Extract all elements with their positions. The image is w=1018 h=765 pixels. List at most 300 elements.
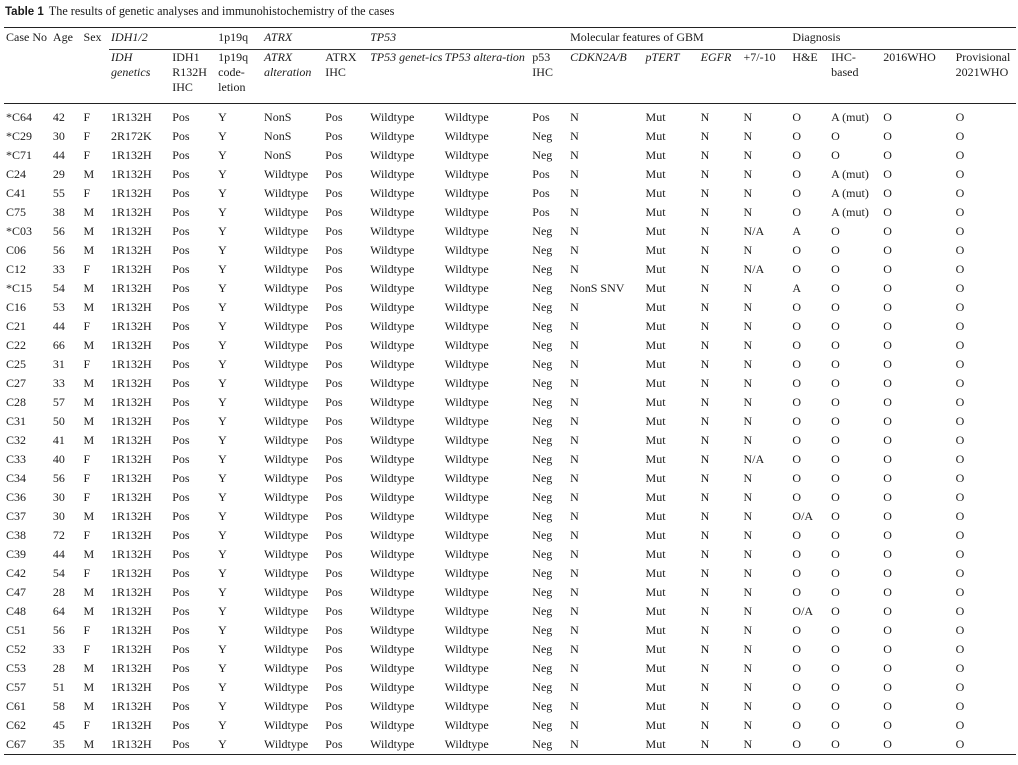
cell-tp53-genetics: Wildtype bbox=[370, 224, 415, 238]
cell-ptert: Mut bbox=[645, 357, 666, 371]
cell-codeletion: Y bbox=[218, 433, 227, 447]
cell-idh-genetics: 1R132H bbox=[111, 699, 152, 713]
cell-atrx-ihc: Pos bbox=[325, 319, 343, 333]
cell-he: O bbox=[792, 357, 802, 371]
cell-chr7-10: N bbox=[743, 471, 753, 485]
cell-idh-genetics: 1R132H bbox=[111, 718, 152, 732]
cell-ptert: Mut bbox=[645, 661, 666, 675]
cell-age: 72 bbox=[52, 528, 65, 542]
cell-who2021: O bbox=[955, 509, 965, 523]
cell-who2021: O bbox=[955, 243, 965, 257]
header-gbm-features: Molecular features of GBM bbox=[568, 28, 790, 50]
cell-egfr: N bbox=[700, 642, 710, 656]
cell-cdkn2ab: N bbox=[570, 148, 579, 162]
cell-age: 50 bbox=[52, 414, 65, 428]
cell-tp53-alteration: Wildtype bbox=[444, 509, 489, 523]
cell-codeletion: Y bbox=[218, 547, 227, 561]
cell-tp53-alteration: Wildtype bbox=[444, 262, 489, 276]
cell-codeletion: Y bbox=[218, 528, 227, 542]
cell-p53-ihc: Pos bbox=[532, 110, 550, 124]
cell-cdkn2ab: N bbox=[570, 414, 579, 428]
table-row bbox=[4, 412, 1016, 431]
table-row bbox=[4, 146, 1016, 165]
cell-idh-genetics: 1R132H bbox=[111, 604, 152, 618]
cell-atrx-ihc: Pos bbox=[325, 642, 343, 656]
cell-atrx-ihc: Pos bbox=[325, 338, 343, 352]
cell-idh-genetics: 1R132H bbox=[111, 110, 152, 124]
cell-idh1-ihc: Pos bbox=[172, 604, 190, 618]
cell-case-no: C22 bbox=[6, 338, 27, 352]
cell-he: O bbox=[792, 167, 802, 181]
cell-case-no: C75 bbox=[6, 205, 27, 219]
cell-atrx-ihc: Pos bbox=[325, 300, 343, 314]
table-row bbox=[4, 488, 1016, 507]
table-title: The results of genetic analyses and immunohistochemistry of the cases bbox=[48, 4, 395, 18]
cell-atrx-alteration: Wildtype bbox=[264, 471, 309, 485]
cell-case-no: C47 bbox=[6, 585, 27, 599]
cell-atrx-ihc: Pos bbox=[325, 414, 343, 428]
cell-codeletion: Y bbox=[218, 205, 227, 219]
cell-who2016: O bbox=[883, 300, 892, 314]
cell-codeletion: Y bbox=[218, 262, 227, 276]
cell-who2021: O bbox=[955, 205, 965, 219]
cell-chr7-10: N bbox=[743, 357, 753, 371]
cell-chr7-10: N bbox=[743, 642, 753, 656]
cell-sex: F bbox=[83, 186, 91, 200]
cell-tp53-genetics: Wildtype bbox=[370, 414, 415, 428]
table-row bbox=[4, 374, 1016, 393]
cell-he: O bbox=[792, 262, 802, 276]
cell-ihc-based: O bbox=[831, 243, 840, 257]
cell-tp53-genetics: Wildtype bbox=[370, 357, 415, 371]
cell-ptert: Mut bbox=[645, 547, 666, 561]
cell-chr7-10: N bbox=[743, 205, 753, 219]
cell-idh-genetics: 1R132H bbox=[111, 319, 152, 333]
cell-cdkn2ab: N bbox=[570, 718, 579, 732]
cell-egfr: N bbox=[700, 167, 710, 181]
cell-idh1-ihc: Pos bbox=[172, 452, 190, 466]
cell-idh-genetics: 1R132H bbox=[111, 357, 152, 371]
cell-cdkn2ab: N bbox=[570, 680, 579, 694]
cell-idh1-ihc: Pos bbox=[172, 623, 190, 637]
cell-egfr: N bbox=[700, 623, 710, 637]
cell-egfr: N bbox=[700, 661, 710, 675]
cell-cdkn2ab: N bbox=[570, 452, 579, 466]
cell-idh1-ihc: Pos bbox=[172, 718, 190, 732]
table-row bbox=[4, 104, 1016, 128]
cell-who2021: O bbox=[955, 338, 965, 352]
cell-idh-genetics: 1R132H bbox=[111, 300, 152, 314]
cell-cdkn2ab: NonS SNV bbox=[570, 281, 625, 295]
cell-case-no: C16 bbox=[6, 300, 27, 314]
cell-chr7-10: N bbox=[743, 414, 753, 428]
cell-sex: F bbox=[83, 148, 91, 162]
cell-atrx-alteration: Wildtype bbox=[264, 433, 309, 447]
cell-p53-ihc: Neg bbox=[532, 642, 553, 656]
cell-who2016: O bbox=[883, 376, 892, 390]
header-ihc-based: IHC-based bbox=[829, 50, 881, 104]
cell-p53-ihc: Neg bbox=[532, 623, 553, 637]
cell-tp53-genetics: Wildtype bbox=[370, 338, 415, 352]
cell-ihc-based: O bbox=[831, 452, 840, 466]
cell-idh1-ihc: Pos bbox=[172, 376, 190, 390]
cell-case-no: C38 bbox=[6, 528, 27, 542]
cell-who2021: O bbox=[955, 357, 965, 371]
cell-egfr: N bbox=[700, 585, 710, 599]
cell-case-no: *C03 bbox=[6, 224, 33, 238]
cell-sex: F bbox=[83, 528, 91, 542]
cell-atrx-alteration: Wildtype bbox=[264, 205, 309, 219]
header-group-row bbox=[4, 28, 1016, 50]
cell-p53-ihc: Neg bbox=[532, 129, 553, 143]
cell-tp53-genetics: Wildtype bbox=[370, 110, 415, 124]
cell-age: 44 bbox=[52, 547, 65, 561]
cell-he: O bbox=[792, 547, 802, 561]
cell-cdkn2ab: N bbox=[570, 642, 579, 656]
cell-who2016: O bbox=[883, 718, 892, 732]
cell-ihc-based: O bbox=[831, 414, 840, 428]
cell-ptert: Mut bbox=[645, 718, 666, 732]
cell-atrx-alteration: Wildtype bbox=[264, 224, 309, 238]
cell-case-no: C42 bbox=[6, 566, 27, 580]
cell-idh1-ihc: Pos bbox=[172, 319, 190, 333]
table-row bbox=[4, 203, 1016, 222]
cell-p53-ihc: Neg bbox=[532, 395, 553, 409]
cell-who2016: O bbox=[883, 338, 892, 352]
cell-sex: F bbox=[83, 357, 91, 371]
cell-atrx-ihc: Pos bbox=[325, 604, 343, 618]
cell-idh-genetics: 1R132H bbox=[111, 642, 152, 656]
cell-who2016: O bbox=[883, 319, 892, 333]
cell-ptert: Mut bbox=[645, 300, 666, 314]
cell-chr7-10: N bbox=[743, 338, 753, 352]
cell-chr7-10: N/A bbox=[743, 224, 765, 238]
cell-sex: F bbox=[83, 490, 91, 504]
cell-case-no: C37 bbox=[6, 509, 27, 523]
cell-atrx-alteration: Wildtype bbox=[264, 281, 309, 295]
header-case-no: Case No bbox=[4, 28, 51, 104]
cell-codeletion: Y bbox=[218, 186, 227, 200]
cell-p53-ihc: Neg bbox=[532, 585, 553, 599]
cell-sex: M bbox=[83, 167, 95, 181]
cell-tp53-genetics: Wildtype bbox=[370, 623, 415, 637]
cell-tp53-alteration: Wildtype bbox=[444, 281, 489, 295]
cell-atrx-alteration: Wildtype bbox=[262, 735, 323, 755]
cell-cdkn2ab: N bbox=[570, 471, 579, 485]
cell-tp53-genetics: Wildtype bbox=[370, 604, 415, 618]
cell-codeletion: Y bbox=[218, 281, 227, 295]
cell-tp53-alteration: Wildtype bbox=[444, 471, 489, 485]
cell-idh1-ihc: Pos bbox=[172, 357, 190, 371]
cell-p53-ihc: Neg bbox=[532, 680, 553, 694]
cell-he: A bbox=[792, 281, 802, 295]
cell-who2016: O bbox=[883, 243, 892, 257]
cell-tp53-alteration: Wildtype bbox=[444, 319, 489, 333]
cell-case-no: C67 bbox=[4, 735, 51, 755]
cell-he: O/A bbox=[792, 509, 814, 523]
cell-tp53-alteration: Wildtype bbox=[444, 699, 489, 713]
cell-atrx-ihc: Pos bbox=[325, 547, 343, 561]
cell-idh-genetics: 1R132H bbox=[111, 376, 152, 390]
header-atrx: ATRX bbox=[262, 28, 368, 50]
header-2016who: 2016WHO bbox=[881, 50, 953, 104]
table-row bbox=[4, 393, 1016, 412]
header-sex: Sex bbox=[82, 28, 110, 104]
cell-sex: M bbox=[83, 395, 95, 409]
cell-chr7-10: N bbox=[743, 680, 753, 694]
cell-egfr: N bbox=[700, 129, 710, 143]
cell-idh1-ihc: Pos bbox=[172, 243, 190, 257]
cell-idh1-ihc: Pos bbox=[172, 167, 190, 181]
cell-age: 54 bbox=[52, 281, 65, 295]
cell-ptert: Mut bbox=[645, 167, 666, 181]
cell-codeletion: Y bbox=[218, 338, 227, 352]
cell-cdkn2ab: N bbox=[570, 300, 579, 314]
cell-chr7-10: N bbox=[743, 433, 753, 447]
cell-who2016: O bbox=[883, 680, 892, 694]
header-tp53-alteration bbox=[443, 50, 531, 104]
cell-who2021: O bbox=[955, 414, 965, 428]
cell-who2016: O bbox=[883, 585, 892, 599]
cell-idh-genetics: 1R132H bbox=[111, 205, 152, 219]
cell-he: O bbox=[792, 699, 802, 713]
cell-egfr: N bbox=[700, 566, 710, 580]
cell-atrx-ihc: Pos bbox=[325, 452, 343, 466]
cell-he: O bbox=[792, 642, 802, 656]
cell-atrx-alteration: Wildtype bbox=[264, 414, 309, 428]
cell-he: O/A bbox=[792, 604, 814, 618]
cell-p53-ihc: Neg bbox=[532, 528, 553, 542]
cell-tp53-genetics: Wildtype bbox=[370, 661, 415, 675]
cell-he: O bbox=[792, 623, 802, 637]
header-tp53-genetics bbox=[368, 50, 442, 104]
cell-chr7-10: N bbox=[743, 243, 753, 257]
cell-age: 55 bbox=[52, 186, 65, 200]
cell-ihc-based: O bbox=[831, 471, 840, 485]
cell-case-no: C48 bbox=[6, 604, 27, 618]
cell-p53-ihc: Neg bbox=[532, 148, 553, 162]
cell-who2021: O bbox=[954, 735, 1016, 755]
cell-tp53-alteration: Wildtype bbox=[444, 357, 489, 371]
cell-who2016: O bbox=[883, 186, 892, 200]
cell-ptert: Mut bbox=[645, 243, 666, 257]
cell-case-no: C24 bbox=[6, 167, 27, 181]
cell-ptert: Mut bbox=[645, 205, 666, 219]
cell-tp53-genetics: Wildtype bbox=[370, 718, 415, 732]
cell-tp53-genetics: Wildtype bbox=[370, 642, 415, 656]
header-p53-ihc: p53 IHC bbox=[530, 50, 568, 104]
header-idh-genetics-label: IDH genetics bbox=[111, 50, 151, 79]
cell-ptert: Mut bbox=[645, 699, 666, 713]
cell-idh1-ihc: Pos bbox=[172, 414, 190, 428]
cell-tp53-alteration: Wildtype bbox=[444, 110, 489, 124]
cell-age: 66 bbox=[52, 338, 65, 352]
cell-idh1-ihc: Pos bbox=[172, 205, 190, 219]
cell-codeletion: Y bbox=[218, 395, 227, 409]
cell-ihc-based: O bbox=[831, 566, 840, 580]
cell-case-no: C41 bbox=[6, 186, 27, 200]
cell-idh1-ihc: Pos bbox=[172, 471, 190, 485]
cell-idh1-ihc: Pos bbox=[172, 509, 190, 523]
cell-sex: M bbox=[83, 224, 95, 238]
cell-ihc-based: O bbox=[831, 338, 840, 352]
cell-egfr: N bbox=[700, 604, 710, 618]
cell-case-no: C06 bbox=[6, 243, 27, 257]
cell-p53-ihc: Neg bbox=[532, 243, 553, 257]
cell-he: O bbox=[790, 735, 829, 755]
cell-idh1-ihc: Pos bbox=[172, 129, 190, 143]
table-row bbox=[4, 545, 1016, 564]
header-idh1-ihc: IDH1 R132H IHC bbox=[170, 50, 216, 104]
cell-atrx-alteration: Wildtype bbox=[264, 186, 309, 200]
cell-ptert: Mut bbox=[645, 585, 666, 599]
cell-egfr: N bbox=[700, 148, 710, 162]
cell-who2016: O bbox=[883, 167, 892, 181]
cell-sex: M bbox=[83, 604, 95, 618]
cell-case-no: C34 bbox=[6, 471, 27, 485]
cell-atrx-ihc: Pos bbox=[325, 376, 343, 390]
cell-idh1-ihc: Pos bbox=[172, 433, 190, 447]
cell-chr7-10: N bbox=[743, 110, 753, 124]
cell-egfr: N bbox=[700, 262, 710, 276]
cell-who2016: O bbox=[883, 604, 892, 618]
cell-idh-genetics: 1R132H bbox=[111, 471, 152, 485]
table-row bbox=[4, 678, 1016, 697]
cell-age: 57 bbox=[52, 395, 65, 409]
cell-ptert: Mut bbox=[645, 110, 666, 124]
cell-codeletion: Y bbox=[218, 490, 227, 504]
cell-tp53-alteration: Wildtype bbox=[444, 566, 489, 580]
cell-p53-ihc: Neg bbox=[532, 566, 553, 580]
cell-egfr: N bbox=[700, 205, 710, 219]
header-tp53-alteration-label: TP53 altera-tion bbox=[444, 50, 525, 64]
cell-who2016: O bbox=[883, 623, 892, 637]
cell-case-no: C27 bbox=[6, 376, 27, 390]
cell-age: 54 bbox=[52, 566, 65, 580]
cell-atrx-ihc: Pos bbox=[325, 205, 343, 219]
cell-case-no: C25 bbox=[6, 357, 27, 371]
cell-atrx-ihc: Pos bbox=[325, 509, 343, 523]
cell-cdkn2ab: N bbox=[570, 129, 579, 143]
cell-tp53-genetics: Wildtype bbox=[370, 509, 415, 523]
cell-who2016: O bbox=[883, 129, 892, 143]
cell-tp53-genetics: Wildtype bbox=[370, 262, 415, 276]
cell-idh-genetics: 1R132H bbox=[111, 661, 152, 675]
cell-sex: M bbox=[83, 414, 95, 428]
cell-atrx-ihc: Pos bbox=[325, 528, 343, 542]
header-2021who: Provisional 2021WHO bbox=[954, 50, 1016, 104]
table-row bbox=[4, 431, 1016, 450]
cell-who2021: O bbox=[955, 471, 965, 485]
cell-idh-genetics: 1R132H bbox=[111, 224, 152, 238]
cell-he: O bbox=[792, 129, 802, 143]
cell-sex: M bbox=[83, 243, 95, 257]
cell-atrx-ihc: Pos bbox=[325, 471, 343, 485]
cell-cdkn2ab: N bbox=[570, 528, 579, 542]
cell-who2021: O bbox=[955, 718, 965, 732]
cell-idh-genetics: 1R132H bbox=[111, 395, 152, 409]
cell-chr7-10: N bbox=[743, 300, 753, 314]
cell-atrx-alteration: NonS bbox=[264, 129, 292, 143]
cell-tp53-alteration: Wildtype bbox=[444, 642, 489, 656]
cell-ptert: Mut bbox=[645, 319, 666, 333]
table-row bbox=[4, 298, 1016, 317]
cell-case-no: C21 bbox=[6, 319, 27, 333]
cell-egfr: N bbox=[700, 547, 710, 561]
cell-he: O bbox=[792, 585, 802, 599]
cell-who2016: O bbox=[883, 433, 892, 447]
cell-idh1-ihc: Pos bbox=[172, 148, 190, 162]
cell-sex: M bbox=[83, 661, 95, 675]
cell-chr7-10: N bbox=[743, 604, 753, 618]
cell-p53-ihc: Neg bbox=[532, 357, 553, 371]
cell-sex: M bbox=[83, 547, 95, 561]
cell-tp53-alteration: Wildtype bbox=[444, 452, 489, 466]
header-tp53-genetics-label: TP53 genet-ics bbox=[370, 50, 443, 64]
cell-age: 29 bbox=[52, 167, 65, 181]
cell-who2016: O bbox=[883, 357, 892, 371]
cell-ihc-based: O bbox=[831, 129, 840, 143]
table-row bbox=[4, 602, 1016, 621]
cell-idh1-ihc: Pos bbox=[172, 490, 190, 504]
cell-egfr: N bbox=[700, 281, 710, 295]
cell-tp53-alteration: Wildtype bbox=[444, 623, 489, 637]
cell-atrx-ihc: Pos bbox=[325, 718, 343, 732]
cell-tp53-genetics: Wildtype bbox=[370, 680, 415, 694]
cell-cdkn2ab: N bbox=[570, 262, 579, 276]
table-row bbox=[4, 260, 1016, 279]
cell-tp53-alteration: Wildtype bbox=[444, 585, 489, 599]
table-row bbox=[4, 184, 1016, 203]
cell-who2021: O bbox=[955, 490, 965, 504]
header-1p19q-codeletion: 1p19q code-letion bbox=[216, 50, 262, 104]
cell-tp53-alteration: Wildtype bbox=[444, 661, 489, 675]
cell-who2016: O bbox=[883, 642, 892, 656]
cell-idh-genetics: 1R132H bbox=[111, 281, 152, 295]
cell-atrx-alteration: Wildtype bbox=[264, 585, 309, 599]
cell-p53-ihc: Neg bbox=[532, 376, 553, 390]
cell-cdkn2ab: N bbox=[570, 433, 579, 447]
cell-cdkn2ab: N bbox=[570, 205, 579, 219]
cell-ihc-based: O bbox=[831, 604, 840, 618]
cell-ptert: Mut bbox=[645, 528, 666, 542]
cell-who2021: O bbox=[955, 547, 965, 561]
table-row bbox=[4, 526, 1016, 545]
cell-idh-genetics: 1R132H bbox=[111, 414, 152, 428]
header-diagnosis: Diagnosis bbox=[790, 28, 1016, 50]
cell-he: O bbox=[792, 338, 802, 352]
table-row bbox=[4, 716, 1016, 735]
cell-chr7-10: N bbox=[743, 661, 753, 675]
cell-p53-ihc: Neg bbox=[532, 319, 553, 333]
cell-codeletion: Y bbox=[218, 585, 227, 599]
header-ptert: pTERT bbox=[644, 50, 699, 104]
cell-tp53-genetics: Wildtype bbox=[370, 528, 415, 542]
cell-case-no: *C29 bbox=[6, 129, 33, 143]
cell-he: O bbox=[792, 148, 802, 162]
cell-who2021: O bbox=[955, 604, 965, 618]
cell-atrx-alteration: Wildtype bbox=[264, 680, 309, 694]
cell-sex: M bbox=[83, 281, 95, 295]
cell-idh-genetics: 1R132H bbox=[111, 623, 152, 637]
cell-age: 33 bbox=[52, 262, 65, 276]
cell-atrx-alteration: Wildtype bbox=[264, 262, 309, 276]
cell-tp53-alteration: Wildtype bbox=[444, 376, 489, 390]
cell-chr7-10: N bbox=[743, 319, 753, 333]
cell-who2016: O bbox=[883, 509, 892, 523]
cell-tp53-alteration: Wildtype bbox=[444, 167, 489, 181]
cell-ptert: Mut bbox=[645, 338, 666, 352]
